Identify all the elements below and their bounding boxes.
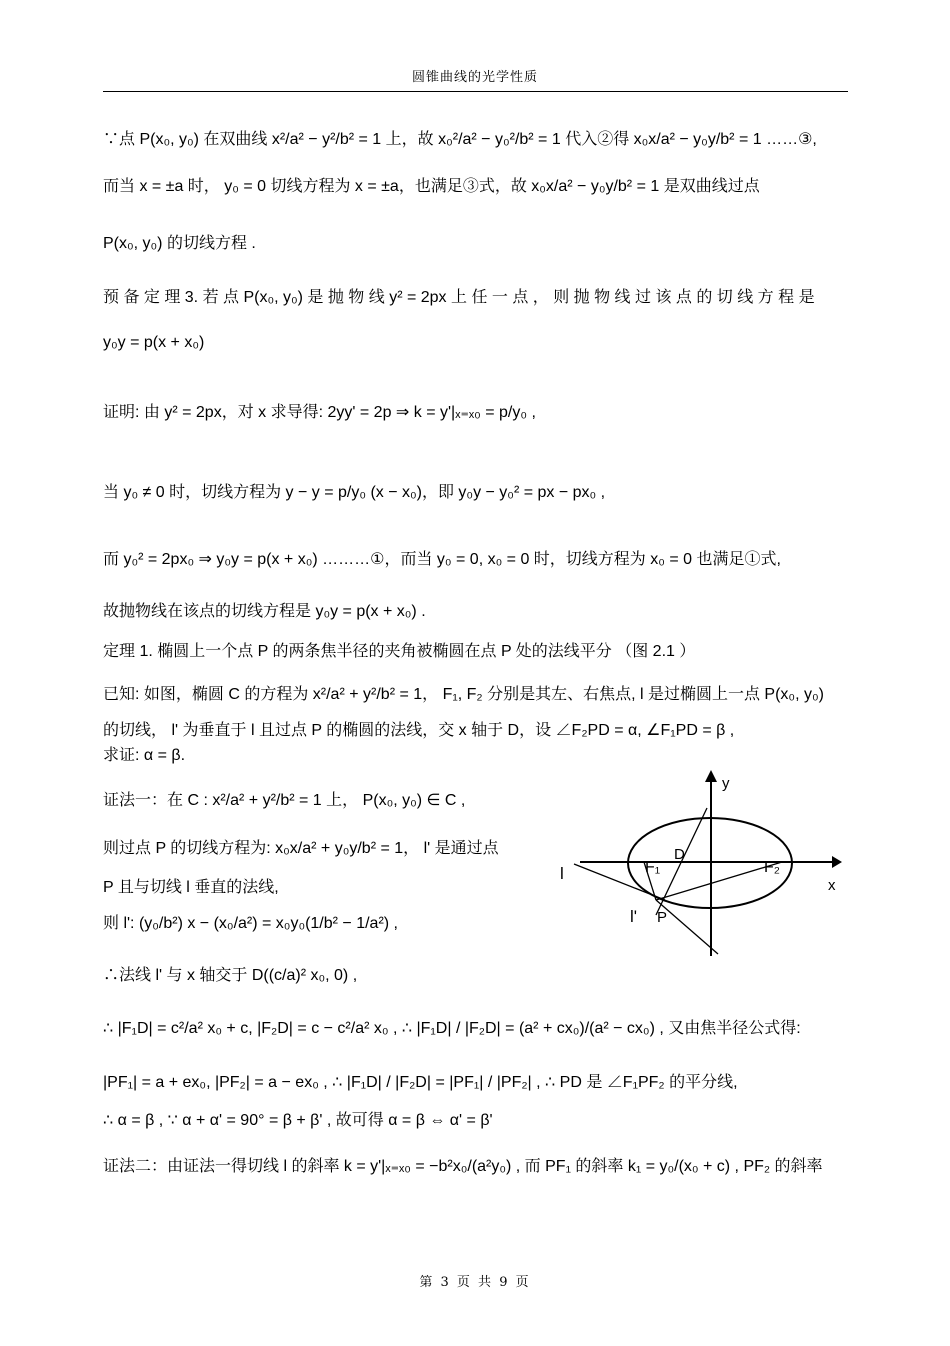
text-line: ∴法线 l' 与 x 轴交于 D((c/a)² x₀, 0) , <box>103 967 358 984</box>
header-rule <box>103 91 848 92</box>
text-line: 已知: 如图，椭圆 C 的方程为 x²/a² + y²/b² = 1， F₁, F₂ 分别是其左、右焦点, l 是过椭圆上一点 P(x₀, y₀) <box>103 686 824 703</box>
page-footer: 第 3 页 共 9 页 <box>419 1275 531 1290</box>
ellipse-figure <box>550 766 850 966</box>
text-line: 求证: α = β. <box>103 747 186 764</box>
text-line: ∴ α = β , ∵ α + α' = 90° = β + β' , 故可得 α = β ⇔ α' = β' <box>103 1112 493 1129</box>
text-line: ∵点 P(x₀, y₀) 在双曲线 x²/a² − y²/b² = 1 上，故 x₀²/a² − y₀²/b² = 1 代入②得 x₀x/a² − y₀y/b² = 1 ……③, <box>103 131 817 148</box>
normal-label: l' <box>630 907 638 926</box>
x-axis-arrow <box>832 856 842 868</box>
text-line: y₀y = p(x + x₀) <box>103 334 205 351</box>
x-axis-label: x <box>828 877 836 894</box>
text-line: 则过点 P 的切线方程为: x₀x/a² + y₀y/b² = 1， l' 是通过点 <box>103 840 499 857</box>
text-line: 定理 1. 椭圆上一个点 P 的两条焦半径的夹角被椭圆在点 P 处的法线平分 （图 2.1 ） <box>103 643 696 660</box>
y-axis-arrow <box>705 770 717 782</box>
text-line: 则 l': (y₀/b²) x − (x₀/a²) = x₀y₀(1/b² − 1/a²) , <box>103 915 399 932</box>
text-line: 证明: 由 y² = 2px，对 x 求导得: 2yy' = 2p ⇒ k = y'|ₓ₌ₓ₀ = p/y₀ , <box>103 404 536 421</box>
text-line: 证法二：由证法一得切线 l 的斜率 k = y'|ₓ₌ₓ₀ = −b²x₀/(a²y₀) , 而 PF₁ 的斜率 k₁ = y₀/(x₀ + c) , PF₂ 的斜率 <box>103 1158 823 1175</box>
text-line: 故抛物线在该点的切线方程是 y₀y = p(x + x₀) . <box>103 603 426 620</box>
text-line: 的切线， l' 为垂直于 l 且过点 P 的椭圆的法线，交 x 轴于 D，设 ∠F₂PD = α, ∠F₁PD = β , <box>103 722 735 739</box>
text-line: ∴ |F₁D| = c²/a² x₀ + c, |F₂D| = c − c²/a² x₀ , ∴ |F₁D| / |F₂D| = (a² + cx₀)/(a² − cx₀) , 又由焦半径公式得: <box>103 1020 801 1037</box>
f2-label: F₂ <box>764 859 780 876</box>
text-line: 预 备 定 理 3. 若 点 P(x₀, y₀) 是 抛 物 线 y² = 2px 上 任 一 点 ， 则 抛 物 线 过 该 点 的 切 线 方 程 是 <box>103 289 815 306</box>
d-label: D <box>674 846 685 863</box>
text-line: 证法一：在 C : x²/a² + y²/b² = 1 上， P(x₀, y₀) ∈ C , <box>103 792 466 809</box>
f1-label: F₁ <box>645 859 661 876</box>
text-line: |PF₁| = a + ex₀, |PF₂| = a − ex₀ , ∴ |F₁D| / |F₂D| = |PF₁| / |PF₂| , ∴ PD 是 ∠F₁PF₂ 的平分线, <box>103 1074 738 1091</box>
text-line: 当 y₀ ≠ 0 时，切线方程为 y − y = p/y₀ (x − x₀)，即 y₀y − y₀² = px − px₀ , <box>103 484 606 501</box>
text-line: 而 y₀² = 2px₀ ⇒ y₀y = p(x + x₀) ………①，而当 y₀ = 0, x₀ = 0 时，切线方程为 x₀ = 0 也满足①式, <box>103 551 781 568</box>
p-label: P <box>657 909 668 926</box>
text-line: P(x₀, y₀) 的切线方程 . <box>103 235 256 252</box>
text-line: P 且与切线 l 垂直的法线, <box>103 879 279 896</box>
text-line: 而当 x = ±a 时， y₀ = 0 切线方程为 x = ±a，也满足③式，故 x₀x/a² − y₀y/b² = 1 是双曲线过点 <box>103 178 760 195</box>
y-axis-label: y <box>722 775 730 792</box>
tangent-label: l <box>560 864 564 883</box>
page-header: 圆锥曲线的光学性质 <box>411 70 538 85</box>
